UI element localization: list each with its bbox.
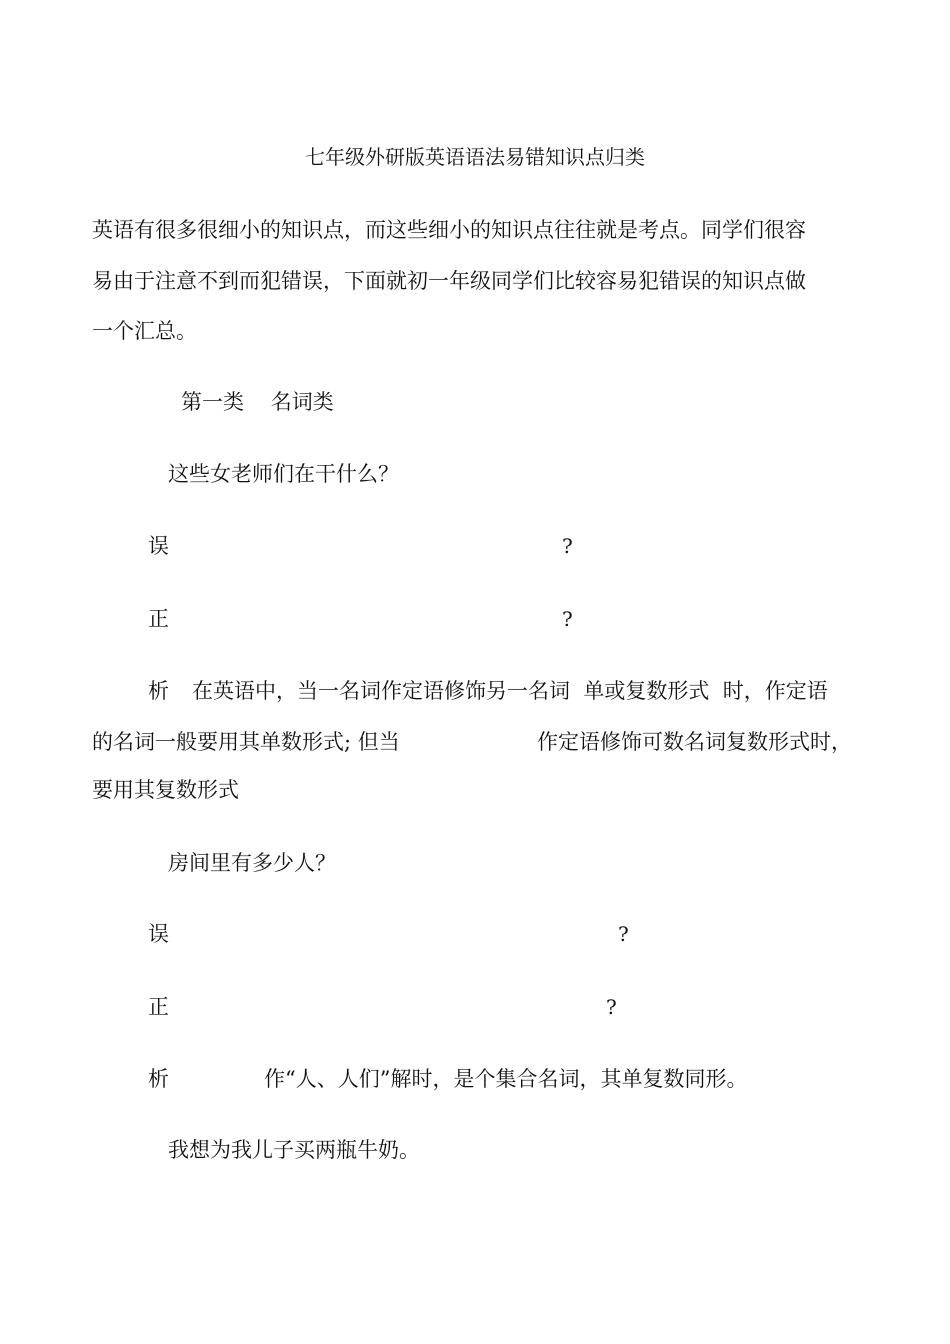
intro-line-3: 一个汇总。 <box>92 319 197 343</box>
item2-question: 房间里有多少人？ <box>168 851 336 875</box>
section-heading: 第一类 名词类 <box>181 390 334 414</box>
intro-line-2: 易由于注意不到而犯错误，下面就初一年级同学们比较容易犯错误的知识点做 <box>92 269 806 293</box>
document-title: 七年级外研版英语语法易错知识点归类 <box>305 145 645 169</box>
item1-analysis-line-1: 在英语中，当一名词作定语修饰另一名词 单或复数形式 时，作定语 <box>192 679 828 703</box>
item2-analysis-text: 作“人、人们”解时，是个集合名词，其单复数同形。 <box>264 1067 748 1091</box>
item2-wrong-label: 误 <box>148 922 169 946</box>
intro-line-1: 英语有很多很细小的知识点，而这些细小的知识点往往就是考点。同学们很容 <box>92 218 806 242</box>
item1-wrong-qmark: ? <box>562 534 573 558</box>
item1-right-label: 正 <box>148 607 169 631</box>
item1-analysis-line-2a: 的名词一般要用其单数形式; 但当 <box>92 730 400 754</box>
item1-question: 这些女老师们在干什么？ <box>168 462 399 486</box>
item3-question: 我想为我儿子买两瓶牛奶。 <box>168 1138 420 1162</box>
item1-right-qmark: ? <box>562 607 573 631</box>
item1-wrong-label: 误 <box>148 534 169 558</box>
item2-right-qmark: ? <box>606 995 617 1019</box>
item1-analysis-line-3: 要用其复数形式 <box>92 778 239 802</box>
item1-analysis-label: 析 <box>148 679 169 703</box>
item2-wrong-qmark: ? <box>618 922 629 946</box>
item2-analysis-label: 析 <box>148 1067 169 1091</box>
item1-analysis-line-2b: 作定语修饰可数名词复数形式时， <box>537 730 852 754</box>
item2-right-label: 正 <box>148 995 169 1019</box>
